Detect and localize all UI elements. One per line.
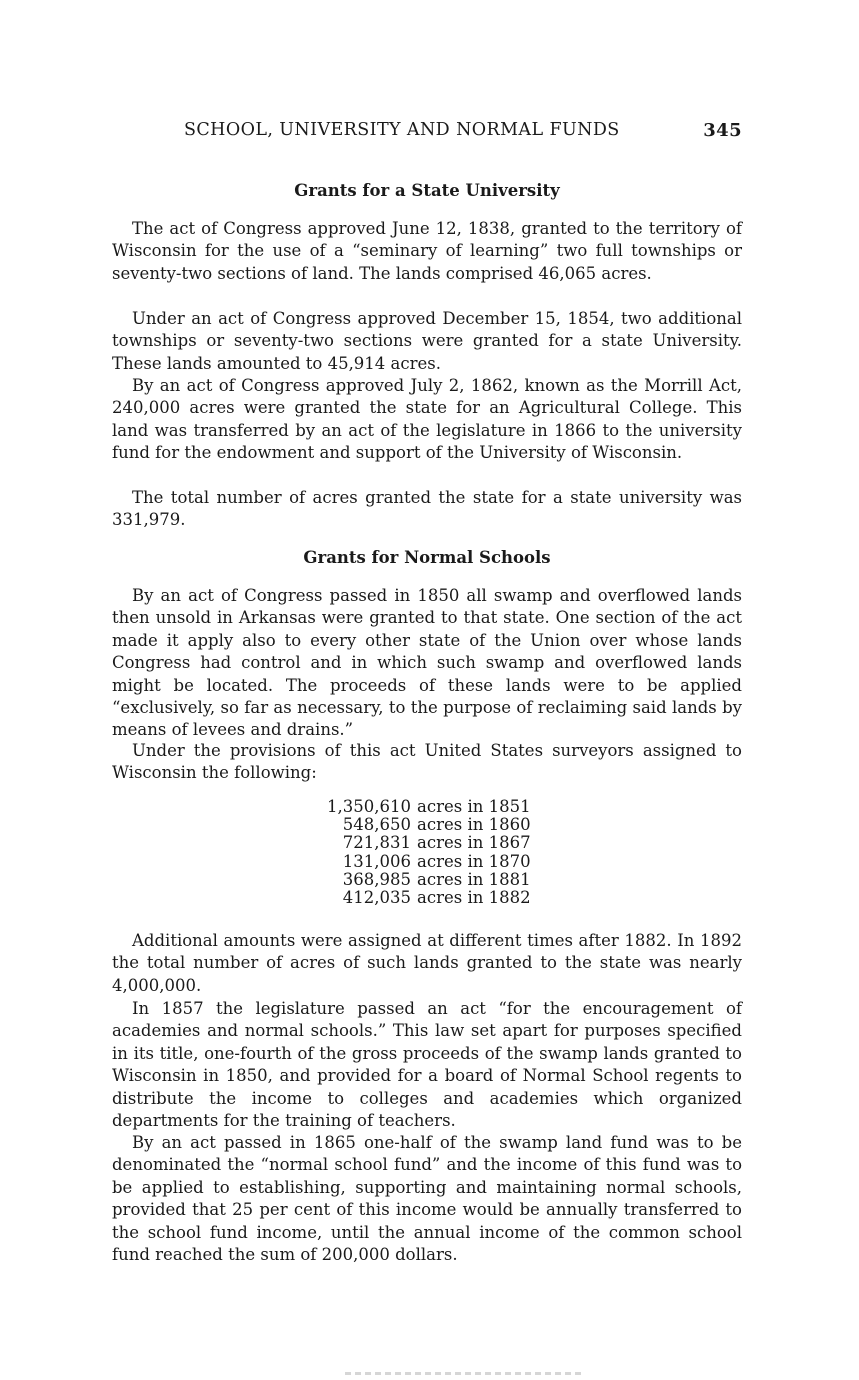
table-row bbox=[325, 816, 531, 834]
table-row bbox=[325, 834, 531, 852]
section-title-state-university: Grants for a State University bbox=[294, 181, 560, 200]
paragraph: By an act passed in 1865 one-half of the swamp land fund was to be denominated the “normal school fund” and the income of this fund was to be applied to establishing, supporting and maintaining normal schools, provided that 25 per cent of this income would be annually transferred to the school fund income, until the annual income of the common school fund reached the sum of 200,000 dollars. bbox=[112, 1133, 742, 1265]
paragraph: The total number of acres granted the state for a state university was 331,979. bbox=[112, 488, 742, 530]
paragraph: By an act of Congress approved July 2, 1862, known as the Morrill Act, 240,000 acres were granted the state for an Agricultural College. This land was transferred by an act of the legislature in 1866 to the university fund for the endowment and support of the University of Wisconsin. bbox=[112, 376, 742, 463]
paragraph: Under an act of Congress approved December 15, 1854, two additional townships or seventy-two sections were granted for a state University. These lands amounted to 45,914 acres. bbox=[112, 309, 742, 373]
acres-year: acres in 1870 bbox=[417, 851, 531, 871]
acres-table bbox=[325, 798, 531, 907]
acres-amount: 548,650 bbox=[342, 815, 411, 835]
acres-amount: 1,350,610 bbox=[327, 797, 411, 816]
paragraph: Additional amounts were assigned at different times after 1882. In 1892 the total number of acres of such lands granted to the state was nearly 4,000,000. bbox=[112, 931, 742, 995]
paragraph: The act of Congress approved June 12, 1838, granted to the territory of Wisconsin for the use of a “seminary of learning” two full townships or seventy-two sections of land. The lands comprised 46,065 acres. bbox=[112, 219, 742, 283]
acres-amount: 368,985 bbox=[342, 869, 411, 889]
table-row bbox=[325, 798, 531, 816]
paragraph: Under the provisions of this act United States surveyors assigned to Wisconsin the following: bbox=[112, 741, 742, 783]
acres-year: acres in 1882 bbox=[417, 888, 531, 908]
acres-year: acres in 1881 bbox=[417, 869, 531, 889]
paragraph: In 1857 the legislature passed an act “for the encouragement of academies and normal schools.” This law set apart for purposes specified in its title, one-fourth of the gross proceeds of the swamp lands granted to Wisconsin in 1850, and provided for a board of Normal School regents to distribute the income to colleges and academies which organized departments for the training of teachers. bbox=[112, 999, 742, 1131]
acres-year: acres in 1867 bbox=[417, 833, 531, 853]
section-title-normal-schools: Grants for Normal Schools bbox=[303, 548, 551, 567]
table-row bbox=[325, 853, 531, 871]
running-head bbox=[112, 120, 742, 150]
acres-amount: 412,035 bbox=[342, 888, 411, 908]
acres-year: acres in 1860 bbox=[417, 815, 531, 835]
table-row bbox=[325, 889, 531, 907]
page-number: 345 bbox=[703, 120, 742, 141]
print-smudge bbox=[345, 1372, 585, 1375]
acres-amount: 131,006 bbox=[342, 851, 411, 871]
paragraph: By an act of Congress passed in 1850 all swamp and overflowed lands then unsold in Arkansas were granted to that state. One section of the act made it apply also to every other state of the Union over whose lands Congress had control and in which such swamp and overflowed lands might be located. The proceeds of these lands were to be applied “exclusively, so far as necessary, to the purpose of reclaiming said lands by means of levees and drains.” bbox=[112, 586, 742, 740]
table-row bbox=[325, 871, 531, 889]
running-title: SCHOOL, UNIVERSITY AND NORMAL FUNDS bbox=[184, 120, 620, 140]
acres-amount: 721,831 bbox=[342, 833, 411, 853]
acres-year: acres in 1851 bbox=[417, 797, 531, 816]
